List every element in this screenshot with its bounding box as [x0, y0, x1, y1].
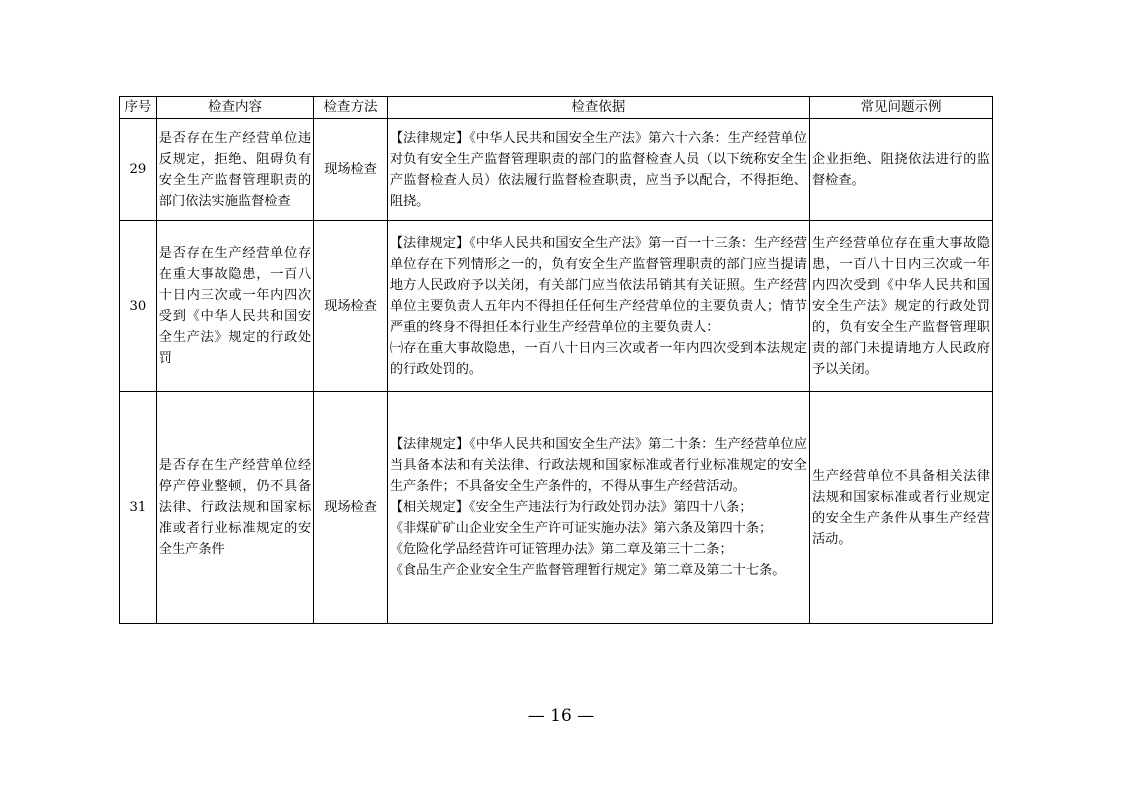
- check-content: 是否存在生产经营单位经停产停业整顿，仍不具备法律、行政法规和国家标准或者行业标准规定的安全生产条件: [156, 392, 313, 624]
- check-basis: [387, 392, 809, 624]
- table-row: [120, 119, 993, 221]
- header-method: 检查方法: [314, 97, 388, 119]
- basis-paragraph: 【法律规定】《中华人民共和国安全生产法》第六十六条：生产经营单位对负有安全生产监督管理职责的部门的监督检查人员（以下统称安全生产监督检查人员）依法履行监督检查职责，应当予以配合，不得拒绝、阻挠。: [389, 130, 807, 209]
- common-issue: 企业拒绝、阻挠依法进行的监督检查。: [810, 119, 993, 221]
- row-number: 30: [120, 221, 157, 392]
- inspection-table: [119, 96, 993, 624]
- page-number: — 16 —: [527, 706, 595, 726]
- basis-paragraph: 【相关规定】《安全生产违法行为行政处罚办法》第四十八条；: [389, 500, 753, 515]
- check-content: 是否存在生产经营单位存在重大事故隐患，一百八十日内三次或一年内四次受到《中华人民共和国安全生产法》规定的行政处罚: [156, 221, 313, 392]
- common-issue: 生产经营单位不具备相关法律法规和国家标准或者行业规定的安全生产条件从事生产经营活动。: [810, 392, 993, 624]
- basis-paragraph: 《危险化学品经营许可证管理办法》第二章及第三十二条；: [389, 542, 733, 557]
- row-number: 29: [120, 119, 157, 221]
- check-basis: [387, 119, 809, 221]
- header-issue: 常见问题示例: [810, 97, 993, 119]
- row-number: 31: [120, 392, 157, 624]
- header-no: 序号: [120, 97, 157, 119]
- table-header-row: [120, 97, 993, 119]
- check-method: 现场检查: [314, 221, 388, 392]
- basis-paragraph: 【法律规定】《中华人民共和国安全生产法》第一百一十三条：生产经营单位存在下列情形之一的，负有安全生产监督管理职责的部门应当提请地方人民政府予以关闭，有关部门应当依法吊销其有关证照。生产经营单位主要负责人五年内不得担任任何生产经营单位的主要负责人；情节严重的终身不得担任本行业生产经营单位的主要负责人：: [389, 235, 807, 335]
- basis-paragraph: 《非煤矿矿山企业安全生产许可证实施办法》第六条及第四十条；: [389, 521, 773, 536]
- table-row: [120, 392, 993, 624]
- basis-paragraph: 【法律规定】《中华人民共和国安全生产法》第二十条：生产经营单位应当具备本法和有关法律、行政法规和国家标准或者行业标准规定的安全生产条件；不具备安全生产条件的，不得从事生产经营活动。: [389, 437, 807, 494]
- basis-paragraph: ㈠存在重大事故隐患，一百八十日内三次或者一年内四次受到本法规定的行政处罚的。: [389, 340, 807, 377]
- check-content: 是否存在生产经营单位违反规定，拒绝、阻碍负有安全生产监督管理职责的部门依法实施监督检查: [156, 119, 313, 221]
- check-method: 现场检查: [314, 119, 388, 221]
- header-basis: 检查依据: [387, 97, 809, 119]
- table-row: [120, 221, 993, 392]
- document-page: [119, 96, 993, 624]
- check-method: 现场检查: [314, 392, 388, 624]
- header-content: 检查内容: [156, 97, 313, 119]
- basis-paragraph: 《食品生产企业安全生产监督管理暂行规定》第二章及第二十七条。: [389, 563, 786, 578]
- check-basis: [387, 221, 809, 392]
- common-issue: 生产经营单位存在重大事故隐患，一百八十日内三次或一年内四次受到《中华人民共和国安全生产法》规定的行政处罚的，负有安全生产监督管理职责的部门未提请地方人民政府予以关闭。: [810, 221, 993, 392]
